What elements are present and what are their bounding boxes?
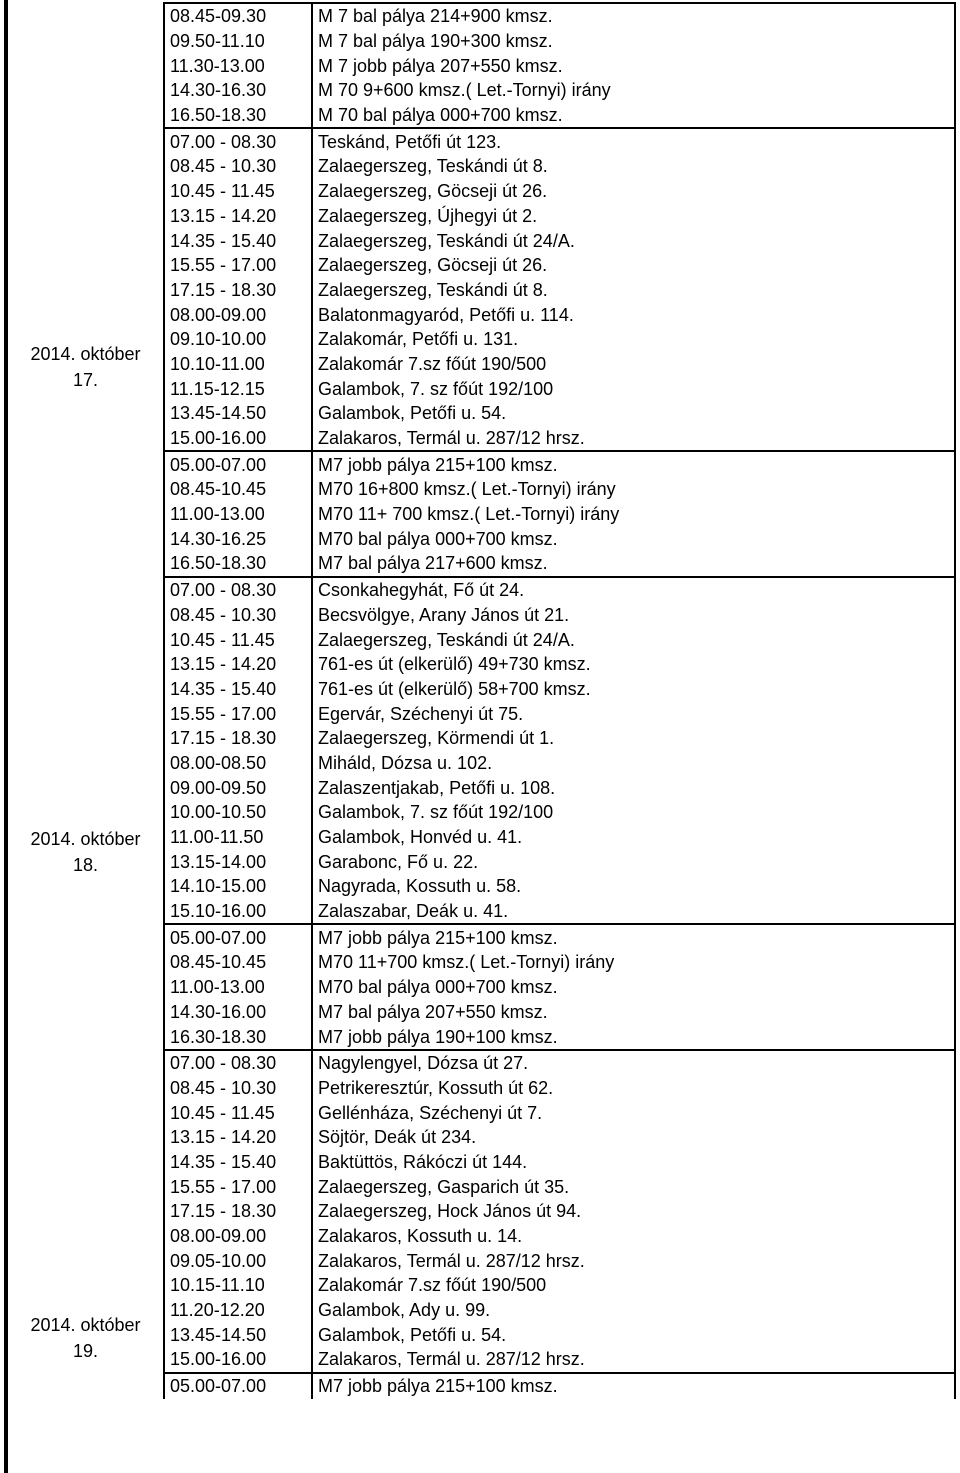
location-cell: Galambok, 7. sz főút 192/100 [312, 800, 955, 825]
location-cell: Miháld, Dózsa u. 102. [312, 751, 955, 776]
table-row [164, 1224, 955, 1249]
location-cell: Zalaegerszeg, Teskándi út 24/A. [312, 228, 955, 253]
time-cell: 13.15-14.00 [164, 849, 312, 874]
time-cell: 08.00-09.00 [164, 1224, 312, 1249]
location-cell: M 70 bal pálya 000+700 kmsz. [312, 103, 955, 129]
table-row [164, 426, 955, 452]
date-column [8, 0, 163, 1473]
table-row [164, 302, 955, 327]
location-cell: M70 11+ 700 kmsz.( Let.-Tornyi) irány [312, 502, 955, 527]
table-row [164, 975, 955, 1000]
time-cell: 11.00-13.00 [164, 975, 312, 1000]
time-cell: 09.00-09.50 [164, 775, 312, 800]
time-cell: 10.00-10.50 [164, 800, 312, 825]
time-cell: 15.10-16.00 [164, 899, 312, 925]
location-cell: M70 bal pálya 000+700 kmsz. [312, 526, 955, 551]
table-row [164, 228, 955, 253]
location-cell: Galambok, Honvéd u. 41. [312, 825, 955, 850]
location-cell: Zalaegerszeg, Körmendi út 1. [312, 726, 955, 751]
location-cell: Becsvölgye, Arany János út 21. [312, 603, 955, 628]
table-row [164, 376, 955, 401]
table-row [164, 352, 955, 377]
location-cell: M7 bal pálya 217+600 kmsz. [312, 551, 955, 577]
location-cell: Zalaegerszeg, Göcseji út 26. [312, 179, 955, 204]
time-cell: 15.55 - 17.00 [164, 253, 312, 278]
time-cell: 11.00-11.50 [164, 825, 312, 850]
time-cell: 05.00-07.00 [164, 451, 312, 477]
location-cell: M 7 jobb pálya 207+550 kmsz. [312, 53, 955, 78]
table-row [164, 1322, 955, 1347]
time-cell: 10.45 - 11.45 [164, 1100, 312, 1125]
location-cell: M7 jobb pálya 215+100 kmsz. [312, 451, 955, 477]
location-cell: Galambok, Ady u. 99. [312, 1298, 955, 1323]
time-cell: 08.45 - 10.30 [164, 603, 312, 628]
schedule-table [163, 2, 956, 1399]
table-row [164, 401, 955, 426]
table-row [164, 1298, 955, 1323]
location-cell: Zalaegerszeg, Teskándi út 8. [312, 278, 955, 303]
table-row [164, 1248, 955, 1273]
location-cell: Garabonc, Fő u. 22. [312, 849, 955, 874]
time-cell: 16.50-18.30 [164, 103, 312, 129]
location-cell: Zalaszentjakab, Petőfi u. 108. [312, 775, 955, 800]
location-cell: Zalakomár 7.sz főút 190/500 [312, 352, 955, 377]
time-cell: 11.00-13.00 [164, 502, 312, 527]
location-cell: M70 11+700 kmsz.( Let.-Tornyi) irány [312, 950, 955, 975]
table-row [164, 1000, 955, 1025]
location-cell: Zalakaros, Termál u. 287/12 hrsz. [312, 1248, 955, 1273]
time-cell: 08.45-10.45 [164, 950, 312, 975]
date-label-line2: 17. [72, 370, 99, 390]
time-cell: 09.05-10.00 [164, 1248, 312, 1273]
time-cell: 08.45 - 10.30 [164, 154, 312, 179]
location-cell: Zalaegerszeg, Gasparich út 35. [312, 1174, 955, 1199]
location-cell: Balatonmagyaród, Petőfi u. 114. [312, 302, 955, 327]
location-cell: Petrikeresztúr, Kossuth út 62. [312, 1076, 955, 1101]
time-cell: 07.00 - 08.30 [164, 1050, 312, 1076]
date-label-oct-18 [8, 826, 163, 878]
table-row [164, 278, 955, 303]
table-row [164, 3, 955, 29]
table-row [164, 1125, 955, 1150]
table-row [164, 825, 955, 850]
time-cell: 08.00-08.50 [164, 751, 312, 776]
table-row [164, 874, 955, 899]
table-row [164, 327, 955, 352]
time-cell: 07.00 - 08.30 [164, 128, 312, 154]
table-row [164, 701, 955, 726]
date-label-line1: 2014. október [30, 344, 141, 364]
time-cell: 10.10-11.00 [164, 352, 312, 377]
table-row [164, 627, 955, 652]
table-row [164, 899, 955, 925]
location-cell: M7 jobb pálya 190+100 kmsz. [312, 1024, 955, 1050]
time-cell: 15.00-16.00 [164, 426, 312, 452]
table-row [164, 800, 955, 825]
time-cell: 05.00-07.00 [164, 924, 312, 950]
date-label-line2: 19. [72, 1341, 99, 1361]
table-row [164, 1150, 955, 1175]
time-cell: 10.15-11.10 [164, 1273, 312, 1298]
table-row [164, 751, 955, 776]
time-cell: 11.30-13.00 [164, 53, 312, 78]
table-row [164, 526, 955, 551]
location-cell: Zalaszabar, Deák u. 41. [312, 899, 955, 925]
time-cell: 14.30-16.30 [164, 78, 312, 103]
location-cell: M 7 bal pálya 214+900 kmsz. [312, 3, 955, 29]
time-cell: 13.15 - 14.20 [164, 204, 312, 229]
time-cell: 08.45 - 10.30 [164, 1076, 312, 1101]
location-cell: Zalakaros, Termál u. 287/12 hrsz. [312, 1347, 955, 1373]
location-cell: Csonkahegyhát, Fő út 24. [312, 577, 955, 603]
location-cell: M70 bal pálya 000+700 kmsz. [312, 975, 955, 1000]
table-row [164, 924, 955, 950]
time-cell: 08.45-10.45 [164, 477, 312, 502]
location-cell: M7 jobb pálya 215+100 kmsz. [312, 1373, 955, 1399]
table-row [164, 128, 955, 154]
location-cell: 761-es út (elkerülő) 49+730 kmsz. [312, 652, 955, 677]
time-cell: 08.00-09.00 [164, 302, 312, 327]
location-cell: Zalakomár 7.sz főút 190/500 [312, 1273, 955, 1298]
table-row [164, 1199, 955, 1224]
location-cell: M7 jobb pálya 215+100 kmsz. [312, 924, 955, 950]
location-cell: Zalaegerszeg, Újhegyi út 2. [312, 204, 955, 229]
location-cell: Nagyrada, Kossuth u. 58. [312, 874, 955, 899]
time-cell: 09.10-10.00 [164, 327, 312, 352]
table-row [164, 1373, 955, 1399]
location-cell: 761-es út (elkerülő) 58+700 kmsz. [312, 677, 955, 702]
table-row [164, 78, 955, 103]
location-cell: Zalaegerszeg, Göcseji út 26. [312, 253, 955, 278]
table-row [164, 1174, 955, 1199]
table-row [164, 950, 955, 975]
time-cell: 08.45-09.30 [164, 3, 312, 29]
time-cell: 17.15 - 18.30 [164, 278, 312, 303]
time-cell: 14.30-16.25 [164, 526, 312, 551]
table-row [164, 677, 955, 702]
table-row [164, 652, 955, 677]
location-cell: Galambok, Petőfi u. 54. [312, 1322, 955, 1347]
table-row [164, 1347, 955, 1373]
table-row [164, 154, 955, 179]
time-cell: 17.15 - 18.30 [164, 726, 312, 751]
time-cell: 14.10-15.00 [164, 874, 312, 899]
table-row [164, 179, 955, 204]
table-row [164, 849, 955, 874]
date-label-line1: 2014. október [30, 1315, 141, 1335]
location-cell: Zalaegerszeg, Hock János út 94. [312, 1199, 955, 1224]
time-cell: 10.45 - 11.45 [164, 627, 312, 652]
time-cell: 16.30-18.30 [164, 1024, 312, 1050]
table-row [164, 1050, 955, 1076]
table-row [164, 551, 955, 577]
table-row [164, 726, 955, 751]
time-cell: 14.35 - 15.40 [164, 677, 312, 702]
time-cell: 13.15 - 14.20 [164, 1125, 312, 1150]
time-cell: 13.45-14.50 [164, 1322, 312, 1347]
location-cell: Teskánd, Petőfi út 123. [312, 128, 955, 154]
time-cell: 13.15 - 14.20 [164, 652, 312, 677]
date-label-line2: 18. [72, 855, 99, 875]
time-cell: 16.50-18.30 [164, 551, 312, 577]
date-label-oct-17 [8, 341, 163, 393]
location-cell: Baktüttös, Rákóczi út 144. [312, 1150, 955, 1175]
time-cell: 14.35 - 15.40 [164, 228, 312, 253]
location-cell: Zalakomár, Petőfi u. 131. [312, 327, 955, 352]
location-cell: Zalaegerszeg, Teskándi út 8. [312, 154, 955, 179]
time-cell: 15.55 - 17.00 [164, 1174, 312, 1199]
table-row [164, 53, 955, 78]
time-cell: 11.15-12.15 [164, 376, 312, 401]
table-row [164, 204, 955, 229]
table-row [164, 502, 955, 527]
location-cell: M 70 9+600 kmsz.( Let.-Tornyi) irány [312, 78, 955, 103]
location-cell: Gellénháza, Széchenyi út 7. [312, 1100, 955, 1125]
time-cell: 13.45-14.50 [164, 401, 312, 426]
date-label-line1: 2014. október [30, 829, 141, 849]
time-cell: 15.00-16.00 [164, 1347, 312, 1373]
location-cell: Zalakaros, Termál u. 287/12 hrsz. [312, 426, 955, 452]
table-row [164, 577, 955, 603]
location-cell: M 7 bal pálya 190+300 kmsz. [312, 29, 955, 54]
table-row [164, 477, 955, 502]
table-row [164, 1024, 955, 1050]
time-cell: 14.35 - 15.40 [164, 1150, 312, 1175]
time-cell: 15.55 - 17.00 [164, 701, 312, 726]
time-cell: 11.20-12.20 [164, 1298, 312, 1323]
location-cell: Galambok, Petőfi u. 54. [312, 401, 955, 426]
table-row [164, 1100, 955, 1125]
location-cell: M7 bal pálya 207+550 kmsz. [312, 1000, 955, 1025]
date-label-oct-19 [8, 1312, 163, 1364]
table-row [164, 103, 955, 129]
time-cell: 05.00-07.00 [164, 1373, 312, 1399]
time-cell: 14.30-16.00 [164, 1000, 312, 1025]
table-row [164, 775, 955, 800]
time-cell: 10.45 - 11.45 [164, 179, 312, 204]
location-cell: M70 16+800 kmsz.( Let.-Tornyi) irány [312, 477, 955, 502]
table-row [164, 603, 955, 628]
table-row [164, 29, 955, 54]
time-cell: 17.15 - 18.30 [164, 1199, 312, 1224]
location-cell: Zalakaros, Kossuth u. 14. [312, 1224, 955, 1249]
location-cell: Nagylengyel, Dózsa út 27. [312, 1050, 955, 1076]
table-row [164, 451, 955, 477]
location-cell: Egervár, Széchenyi út 75. [312, 701, 955, 726]
location-cell: Söjtör, Deák út 234. [312, 1125, 955, 1150]
table-row [164, 1076, 955, 1101]
table-row [164, 253, 955, 278]
time-cell: 09.50-11.10 [164, 29, 312, 54]
table-row [164, 1273, 955, 1298]
time-cell: 07.00 - 08.30 [164, 577, 312, 603]
location-cell: Galambok, 7. sz főút 192/100 [312, 376, 955, 401]
location-cell: Zalaegerszeg, Teskándi út 24/A. [312, 627, 955, 652]
